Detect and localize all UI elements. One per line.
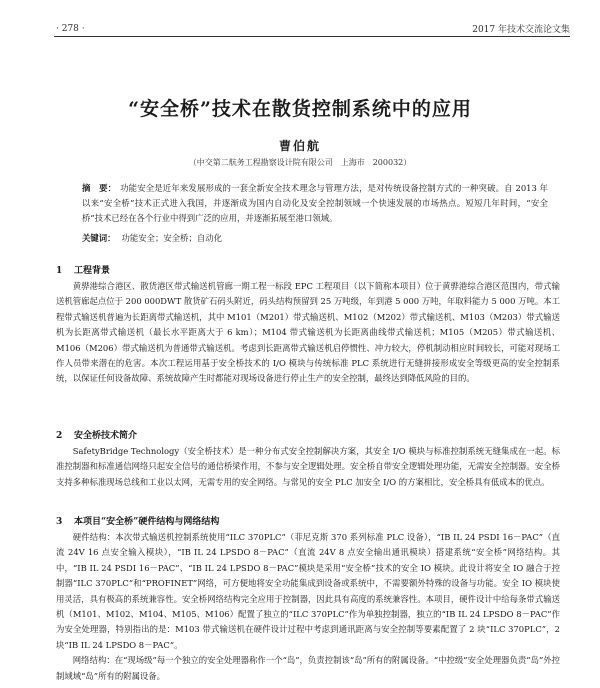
journal-name: 2017 年技术交流论文集	[472, 25, 570, 35]
paper-title: “安全桥”技术在散货控制系统中的应用	[128, 98, 472, 120]
section-title: 安全桥技术简介	[74, 431, 138, 441]
section-body	[56, 530, 560, 688]
section-body	[56, 279, 560, 387]
running-header	[56, 22, 570, 35]
section-number: 2	[56, 431, 63, 441]
paragraph: 黄骅港综合港区、散货港区带式输送机管廊一期工程一标段 EPC 工程项目（以下简称本项目）位于黄骅港综合港区范围内，带式输送机管廊起点位于 200 000DWT 散货矿石码头附近，码头结构预留到 25 万吨级，年到港 5 000 万吨，年取料能力 5 000 万吨。本工程带式输送机普遍为长距离带式输送机，其中 M101（M201）带式输送机、M102（M202）带式输送机、M103（M203）带式输送机为长距离带式输送机（最长水平距离大于 6 km）；M104 带式输送机为长距离曲线带式输送机；M105（M205）带式输送机、M106（M206）带式输送机为普通带式输送机。考虑到长距离带式输送机启停惯性、冲力较大，停机制动相应时间较长，可能对现场工作人员带来潜在的危害。本次工程运用基于安全桥技术的 I/O 模块与传统标准 PLC 系统进行无缝拼接形成安全等级更高的安全控制系统，以保证任何设备故障、系统故障产生时都能对现场设备进行停止生产的安全控制，最终达到降低风险的目的。	[56, 281, 560, 384]
section-heading	[56, 263, 110, 276]
author-affiliation: （中交第二航务工程勘察设计院有限公司 上海市 200032）	[188, 158, 412, 167]
paragraph: 网络结构：在“现场级”每一个独立的安全处理器称作一个“岛”，负责控制该“岛”所有的附属设备。“中控级”安全处理器负责“岛”外控制域域“岛”所有的附属设备。	[56, 655, 560, 681]
header-rule	[54, 36, 570, 37]
keywords-label: 关键词：	[82, 233, 116, 243]
page-number: · 278 ·	[56, 23, 85, 34]
section-heading	[56, 514, 219, 527]
section-number: 1	[56, 266, 63, 276]
section-heading	[56, 428, 137, 441]
section-number: 3	[56, 517, 63, 527]
keywords-text: 功能安全；安全桥；自动化	[121, 233, 222, 243]
section-title: 本项目“安全桥”硬件结构与网络结构	[74, 517, 220, 527]
keywords	[82, 231, 222, 246]
abstract-text: 功能安全是近年来发展形成的一套全新安全技术理念与管理方法，是对传统设备控制方式的一种突破。自 2013 年以来“安全桥”技术正式进入我国，并逐渐成为国内自动化及安全控制领域一个快速发展的市场热点。短短几年时间，“安全桥”技术已经在各个行业中得到广泛的应用，并逐渐拓展至港口领域。	[82, 183, 549, 223]
paragraph: SafetyBridge Technology（安全桥技术）是一种分布式安全控制解决方案，其安全 I/O 模块与标准控制系统无缝集成在一起。标准控制器和标准通信网络只起安全信号的通信桥梁作用，不参与安全逻辑处理。安全桥自带安全逻辑处理功能，无需安全控制器。安全桥支持多种标准现场总线和工业以太网，无需专用的安全网络。与常见的安全 PLC 加安全 I/O 的方案相比，安全桥具有低成本的优点。	[56, 446, 560, 487]
section-body	[56, 444, 560, 490]
author-name: 曹伯航	[278, 139, 321, 153]
abstract	[82, 181, 548, 226]
paragraph: 硬件结构：本次带式输送机控制系统使用“ILC 370PLC”（菲尼克斯 370 系列标准 PLC 设备），“IB IL 24 PSDI 16－PAC”（直流 24V 16 点安全输入模块），“IB IL 24 LPSDO 8－PAC”（直流 24V 8 点安全输出通讯模块）搭建系统“安全桥”网络结构。其中，“IB IL 24 PSDI 16－PAC”、“IB IL 24 LPSDO 8－PAC”模块是采用“安全桥”技术的安全 IO 模块。此设计将安全 IO 融合于控制器“ILC 370PLC”和“PROFINET”网络，可方便地将安全功能集成到设备或系统中，不需要额外特殊的设备与功能。安全 IO 模块使用灵活，具有极高的系统兼容性。安全桥网络结构完全应用于控制器，因此具有高度的系统兼容性。本项目，硬件设计中给每条带式输送机（M101、M102、M104、M105、M106）配置了独立的“ILC 370PLC”作为单独控制器，独立的“IB IL 24 LPSDO 8－PAC”作为安全处理器，特别指出的是：M103 带式输送机在硬件设计过程中考虑到通讯距离与安全控制等要素配置了 2 块“ILC 370PLC”，2 块“IB IL 24 LPSDO 8－PAC”。	[56, 532, 560, 650]
abstract-label: 摘 要：	[82, 183, 117, 193]
section-title: 工程背景	[74, 266, 111, 276]
